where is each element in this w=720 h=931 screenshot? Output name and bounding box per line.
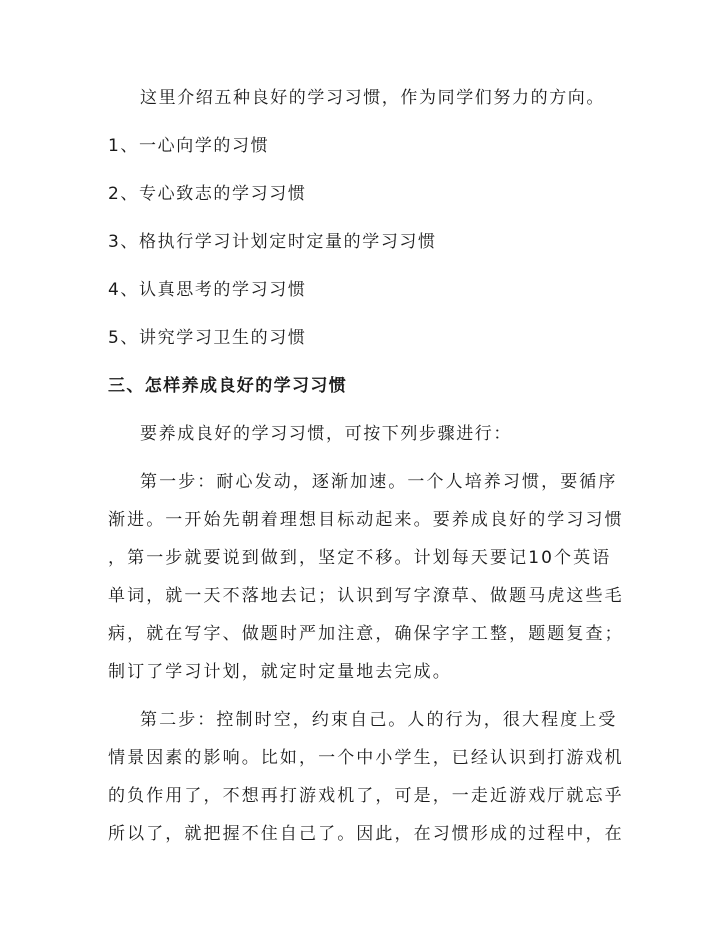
step1-line: 第一步：耐心发动，逐渐加速。一个人培养习惯，要循序 — [140, 472, 618, 492]
habit-item-1: 1、一心向学的习惯 — [108, 136, 270, 156]
step1-line: 单词，就一天不落地去记；认识到写字潦草、做题马虎这些毛 — [108, 586, 624, 606]
step1-line: 渐进。一开始先朝着理想目标动起来。要养成良好的学习习惯 — [108, 510, 624, 530]
step2-line: 第二步：控制时空，约束自己。人的行为，很大程度上受 — [140, 710, 618, 730]
habit-item-5: 5、讲究学习卫生的习惯 — [108, 328, 307, 348]
step1-line: ，第一步就要说到做到，坚定不移。计划每天要记10个英语 — [108, 548, 612, 568]
habit-item-3: 3、格执行学习计划定时定量的学习习惯 — [108, 232, 437, 252]
step1-line: 制订了学习计划，就定时定量地去完成。 — [108, 662, 452, 682]
step2-line: 的负作用了，不想再打游戏机了，可是，一走近游戏厅就忘乎 — [108, 786, 624, 806]
habit-item-4: 4、认真思考的学习习惯 — [108, 280, 307, 300]
step1-line: 病，就在写字、做题时严加注意，确保字字工整，题题复查； — [108, 624, 624, 644]
intro-paragraph: 这里介绍五种良好的学习习惯，作为同学们努力的方向。 — [140, 88, 605, 108]
step2-line: 情景因素的影响。比如，一个中小学生，已经认识到打游戏机 — [108, 748, 624, 768]
step2-line: 所以了，就把握不住自己了。因此，在习惯形成的过程中，在 — [108, 824, 624, 844]
steps-intro: 要养成良好的学习习惯，可按下列步骤进行： — [140, 424, 512, 444]
habit-item-2: 2、专心致志的学习习惯 — [108, 184, 307, 204]
section-heading: 三、怎样养成良好的学习习惯 — [108, 376, 348, 396]
